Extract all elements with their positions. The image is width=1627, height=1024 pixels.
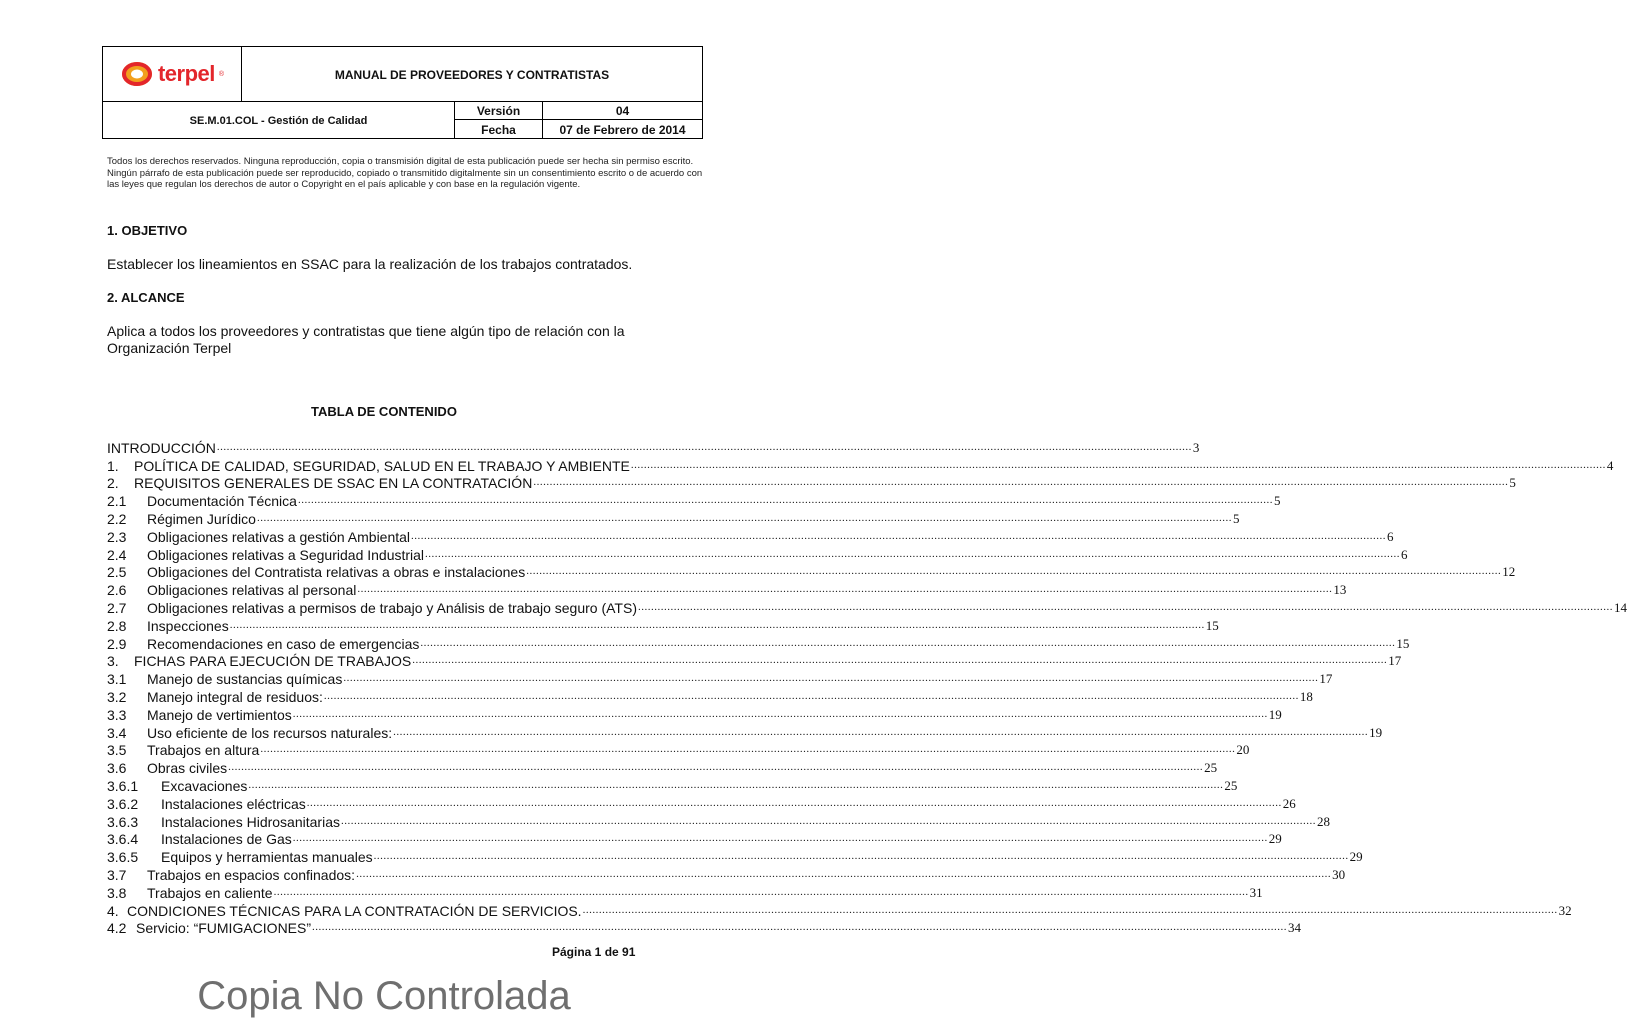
toc-entry-title: Régimen Jurídico bbox=[147, 510, 256, 527]
toc-entry-number: 4.2 bbox=[107, 920, 127, 937]
toc-entry-title: POLÍTICA DE CALIDAD, SEGURIDAD, SALUD EN EL TRABAJO Y AMBIENTE bbox=[134, 457, 630, 474]
toc-entry-number: 3.6.4 bbox=[107, 831, 139, 848]
toc-entry-page: 6 bbox=[1387, 528, 1394, 544]
toc-entry[interactable] bbox=[107, 865, 1346, 883]
toc-entry-number: 3.7 bbox=[107, 866, 127, 883]
toc-entry-title: Manejo de vertimientos bbox=[147, 706, 292, 723]
toc-entry[interactable] bbox=[107, 687, 1313, 705]
toc-leader-dots: ............................................................................................................................................................................................................................................................................................................ bbox=[425, 547, 1401, 560]
toc-entry[interactable] bbox=[107, 919, 1302, 937]
toc-entry-title: Equipos y herramientas manuales bbox=[161, 849, 373, 866]
version-value: 04 bbox=[542, 102, 702, 120]
toc-entry-number: 2.9 bbox=[107, 635, 127, 652]
toc-entry-number: 2.5 bbox=[107, 564, 127, 581]
toc-leader-dots: ............................................................................................................................................................................................................................................................................................................ bbox=[228, 761, 1204, 774]
logo-cell bbox=[103, 47, 242, 101]
toc-leader-dots: ............................................................................................................................................................................................................................................................................................................ bbox=[260, 743, 1236, 756]
toc-entry-title: Obligaciones del Contratista relativas a obras e instalaciones bbox=[147, 564, 526, 581]
toc-entry-title: Manejo de sustancias químicas bbox=[147, 671, 343, 688]
toc-leader-dots: ............................................................................................................................................................................................................................................................................................................ bbox=[256, 511, 1232, 524]
toc-leader-dots: ............................................................................................................................................................................................................................................................................................................ bbox=[248, 778, 1224, 791]
toc-entry-number: 2.2 bbox=[107, 510, 127, 527]
toc-leader-dots: ............................................................................................................................................................................................................................................................................................................ bbox=[533, 476, 1509, 489]
toc-entry-number: 3.5 bbox=[107, 742, 127, 759]
toc-entry-number: 3.6 bbox=[107, 760, 127, 777]
date-value: 07 de Febrero de 2014 bbox=[542, 120, 702, 139]
toc-leader-dots: ............................................................................................................................................................................................................................................................................................................ bbox=[292, 832, 1268, 845]
toc-entry-page: 5 bbox=[1232, 510, 1240, 526]
toc-entry[interactable] bbox=[107, 474, 1516, 492]
toc-entry-page: 17 bbox=[1388, 653, 1402, 669]
toc-entry-page: 18 bbox=[1299, 688, 1313, 704]
toc-entry-number: 2.8 bbox=[107, 617, 127, 634]
toc-entry-title: Obligaciones relativas a permisos de trabajo y Análisis de trabajo seguro (ATS) bbox=[147, 599, 637, 616]
toc-entry-number: 3.1 bbox=[107, 671, 127, 688]
objective-heading: 1. OBJETIVO bbox=[107, 223, 188, 238]
toc-leader-dots: ............................................................................................................................................................................................................................................................................................................ bbox=[229, 618, 1205, 631]
toc-entry-title: Obligaciones relativas al personal bbox=[147, 582, 357, 599]
rights-notice bbox=[107, 156, 707, 191]
toc-entry[interactable] bbox=[107, 794, 1296, 812]
version-label: Versión bbox=[454, 102, 542, 120]
objective-text: Establecer los lineamientos en SSAC para la realización de los trabajos contratados. bbox=[107, 256, 633, 272]
toc-entry-title: Documentación Técnica bbox=[147, 493, 297, 510]
toc-entry-page: 5 bbox=[1273, 493, 1281, 509]
toc-entry-title: Trabajos en altura bbox=[147, 742, 260, 759]
toc-leader-dots: ............................................................................................................................................................................................................................................................................................................ bbox=[340, 814, 1316, 827]
toc-entry[interactable] bbox=[107, 634, 1410, 652]
toc-entry-title: Trabajos en espacios confinados: bbox=[147, 866, 356, 883]
toc-leader-dots: ............................................................................................................................................................................................................................................................................................................ bbox=[420, 636, 1396, 649]
toc-leader-dots: ............................................................................................................................................................................................................................................................................................................ bbox=[306, 796, 1282, 809]
toc-entry[interactable] bbox=[107, 438, 1200, 456]
toc-leader-dots: ............................................................................................................................................................................................................................................................................................................ bbox=[373, 850, 1349, 863]
toc-entry-number: 3. bbox=[107, 653, 119, 670]
toc-entry-number: 3.2 bbox=[107, 688, 127, 705]
table-of-contents bbox=[107, 438, 1627, 937]
toc-entry[interactable] bbox=[107, 705, 1282, 723]
toc-entry[interactable] bbox=[107, 669, 1333, 688]
toc-entry-title: REQUISITOS GENERALES DE SSAC EN LA CONTRATACIÓN bbox=[134, 475, 533, 492]
registered-mark: ® bbox=[218, 70, 225, 78]
toc-entry-page: 30 bbox=[1332, 866, 1346, 882]
toc-leader-dots: ............................................................................................................................................................................................................................................................................................................ bbox=[526, 565, 1502, 578]
toc-entry-page: 13 bbox=[1333, 582, 1347, 598]
watermark: Copia No Controlada bbox=[197, 974, 571, 1018]
toc-leader-dots: ............................................................................................................................................................................................................................................................................................................ bbox=[393, 725, 1369, 738]
toc-entry-number: 3.6.3 bbox=[107, 813, 139, 830]
toc-entry-page: 6 bbox=[1401, 546, 1408, 562]
toc-entry-number: 2.6 bbox=[107, 582, 127, 599]
logo-wordmark: terpel bbox=[157, 61, 215, 86]
toc-leader-dots: ............................................................................................................................................................................................................................................................................................................ bbox=[582, 903, 1558, 916]
toc-entry-page: 20 bbox=[1236, 742, 1250, 758]
toc-entry-page: 15 bbox=[1396, 635, 1410, 651]
scope-heading: 2. ALCANCE bbox=[107, 290, 185, 305]
toc-entry-title: Instalaciones eléctricas bbox=[161, 795, 306, 812]
toc-entry-number: 2.4 bbox=[107, 546, 127, 563]
toc-entry[interactable] bbox=[107, 491, 1281, 510]
toc-entry[interactable] bbox=[107, 901, 1572, 919]
toc-leader-dots: ............................................................................................................................................................................................................................................................................................................ bbox=[637, 600, 1613, 613]
toc-entry[interactable] bbox=[107, 758, 1218, 777]
toc-entry-title: Obligaciones relativas a Seguridad Industrial bbox=[147, 546, 425, 563]
document-header bbox=[102, 46, 703, 139]
toc-entry-title: Uso eficiente de los recursos naturales: bbox=[147, 724, 393, 741]
toc-leader-dots: ............................................................................................................................................................................................................................................................................................................ bbox=[411, 529, 1387, 542]
toc-entry[interactable] bbox=[107, 509, 1240, 527]
toc-entry-page: 14 bbox=[1613, 599, 1627, 615]
toc-entry-number: 3.8 bbox=[107, 884, 127, 901]
toc-entry[interactable] bbox=[107, 456, 1614, 474]
toc-leader-dots: ............................................................................................................................................................................................................................................................................................................ bbox=[292, 707, 1268, 720]
toc-entry-page: 26 bbox=[1282, 795, 1296, 811]
scope-text: Aplica a todos los proveedores y contratistas que tiene algún tipo de relación con la Organización Terpel bbox=[107, 323, 625, 356]
toc-leader-dots: ............................................................................................................................................................................................................................................................................................................ bbox=[630, 458, 1606, 471]
toc-entry[interactable] bbox=[107, 812, 1330, 830]
toc-entry-title: Instalaciones Hidrosanitarias bbox=[161, 813, 340, 830]
toc-entry-page: 28 bbox=[1316, 813, 1330, 829]
toc-entry[interactable] bbox=[107, 580, 1347, 599]
page-number: Página 1 de 91 bbox=[552, 945, 636, 959]
toc-entry[interactable] bbox=[107, 545, 1408, 563]
toc-entry[interactable] bbox=[107, 776, 1238, 794]
toc-entry-page: 31 bbox=[1249, 884, 1263, 900]
toc-leader-dots: ............................................................................................................................................................................................................................................................................................................ bbox=[297, 494, 1273, 507]
toc-entry-page: 5 bbox=[1509, 475, 1516, 491]
toc-entry-number: 1. bbox=[107, 457, 119, 474]
toc-entry-number: 3.6.2 bbox=[107, 795, 139, 812]
toc-leader-dots: ............................................................................................................................................................................................................................................................................................................ bbox=[357, 583, 1333, 596]
toc-entry-page: 25 bbox=[1224, 777, 1238, 793]
toc-entry-title: Recomendaciones en caso de emergencias bbox=[147, 635, 420, 652]
toc-leader-dots: ............................................................................................................................................................................................................................................................................................................ bbox=[412, 654, 1388, 667]
terpel-logo-icon bbox=[120, 59, 154, 89]
toc-entry-title: FICHAS PARA EJECUCIÓN DE TRABAJOS bbox=[134, 653, 412, 670]
toc-leader-dots: ............................................................................................................................................................................................................................................................................................................ bbox=[273, 885, 1249, 898]
toc-entry[interactable] bbox=[107, 830, 1282, 848]
toc-entry-title: Excavaciones bbox=[161, 777, 248, 794]
toc-entry[interactable] bbox=[107, 847, 1363, 866]
toc-entry-page: 3 bbox=[1192, 439, 1200, 455]
toc-entry-page: 29 bbox=[1268, 831, 1282, 847]
toc-entry-page: 29 bbox=[1349, 849, 1363, 865]
toc-entry-number: 3.4 bbox=[107, 724, 127, 741]
toc-entry-number: 2.3 bbox=[107, 528, 127, 545]
toc-entry[interactable] bbox=[107, 563, 1516, 581]
terpel-logo bbox=[120, 59, 224, 89]
toc-entry-page: 19 bbox=[1369, 724, 1383, 740]
toc-entry[interactable] bbox=[107, 598, 1627, 616]
date-label: Fecha bbox=[454, 120, 542, 139]
toc-leader-dots: ............................................................................................................................................................................................................................................................................................................ bbox=[356, 867, 1332, 880]
toc-entry-title: Trabajos en caliente bbox=[147, 884, 273, 901]
toc-entry-page: 15 bbox=[1205, 617, 1219, 633]
toc-leader-dots: ............................................................................................................................................................................................................................................................................................................ bbox=[216, 440, 1192, 453]
toc-entry-page: 12 bbox=[1502, 564, 1516, 580]
toc-entry-number: 2. bbox=[107, 475, 119, 492]
toc-entry-title: Inspecciones bbox=[147, 617, 229, 634]
toc-entry[interactable] bbox=[107, 652, 1402, 670]
toc-entry-page: 32 bbox=[1558, 902, 1572, 918]
toc-leader-dots: ............................................................................................................................................................................................................................................................................................................ bbox=[312, 921, 1288, 934]
toc-entry-number: 2.7 bbox=[107, 599, 127, 616]
toc-entry-page: 19 bbox=[1268, 706, 1282, 722]
toc-entry-title: Obligaciones relativas a gestión Ambiental bbox=[147, 528, 411, 545]
toc-entry-page: 34 bbox=[1288, 920, 1302, 936]
toc-entry-number: 3.6.5 bbox=[107, 849, 139, 866]
rights-line-2: Ningún párrafo de esta publicación puede ser reproducido, copiado o transmitido digitalmente sin un consentimiento escrito o de acuerdo con las leyes que regulan los derechos de autor o Copyright en el país aplicable y con base en la regulación vigente. bbox=[107, 167, 703, 190]
toc-entry-title: Manejo integral de residuos: bbox=[147, 688, 323, 705]
toc-leader-dots: ............................................................................................................................................................................................................................................................................................................ bbox=[343, 672, 1319, 685]
document-title: MANUAL DE PROVEEDORES Y CONTRATISTAS bbox=[334, 68, 610, 82]
toc-entry-page: 17 bbox=[1319, 671, 1333, 687]
toc-entry[interactable] bbox=[107, 616, 1219, 634]
toc-entry[interactable] bbox=[107, 723, 1383, 741]
toc-entry-title: Instalaciones de Gas bbox=[161, 831, 292, 848]
toc-entry[interactable] bbox=[107, 741, 1250, 759]
toc-entry-page: 25 bbox=[1204, 760, 1218, 776]
toc-entry-title: CONDICIONES TÉCNICAS PARA LA CONTRATACIÓN DE SERVICIOS. bbox=[127, 902, 582, 919]
toc-entry[interactable] bbox=[107, 883, 1263, 901]
toc-entry[interactable] bbox=[107, 527, 1394, 545]
toc-entry-number: 3.3 bbox=[107, 706, 127, 723]
rights-line-1: Todos los derechos reservados. Ninguna reproducción, copia o transmisión digital de esta publicación puede ser hecha sin permiso escrito. bbox=[107, 156, 694, 167]
toc-title: TABLA DE CONTENIDO bbox=[311, 404, 457, 419]
toc-entry-number: 2.1 bbox=[107, 493, 127, 510]
toc-entry-title: INTRODUCCIÓN bbox=[107, 439, 216, 456]
toc-leader-dots: ............................................................................................................................................................................................................................................................................................................ bbox=[323, 689, 1299, 702]
toc-entry-number: 3.6.1 bbox=[107, 777, 139, 794]
toc-entry-title: Obras civiles bbox=[147, 760, 228, 777]
toc-entry-page: 4 bbox=[1606, 457, 1614, 473]
document-code: SE.M.01.COL - Gestión de Calidad bbox=[189, 114, 368, 127]
toc-entry-title: Servicio: “FUMIGACIONES” bbox=[136, 920, 312, 937]
toc-entry-number: 4. bbox=[107, 902, 119, 919]
